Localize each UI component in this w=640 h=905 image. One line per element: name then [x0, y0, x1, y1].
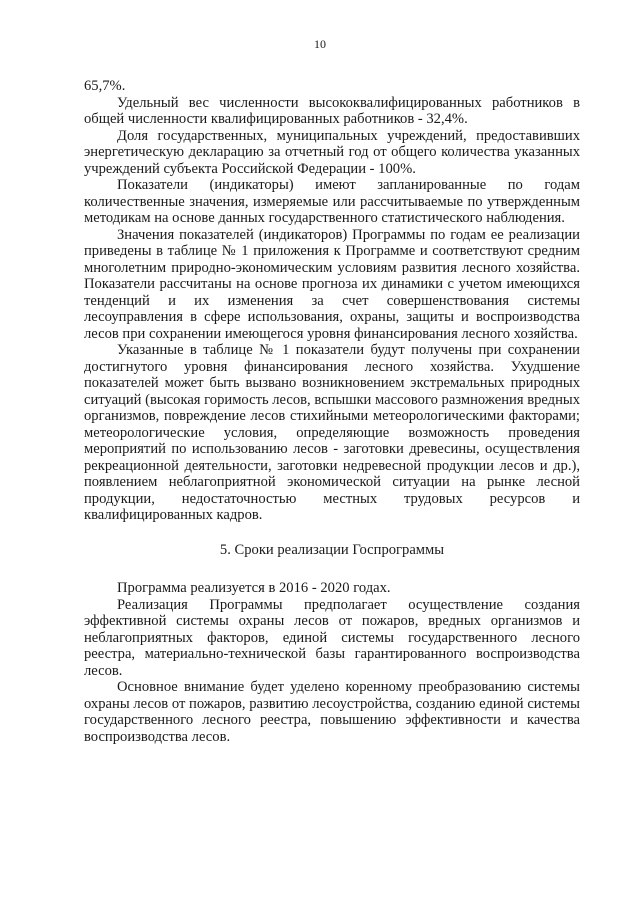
paragraph: Основное внимание будет уделено коренному преобразованию системы охраны лесов от пожаров, развитию лесоустройства, созданию единой системы государственного лесного реестра, повышению эффективности и качества воспроизводства лесов. — [84, 679, 580, 745]
paragraph: Указанные в таблице № 1 показатели будут получены при сохранении достигнутого уровня финансирования лесного хозяйства. Ухудшение показателей может быть вызвано возникновением экстремальных природных ситуаций (высокая горимость лесов, вспышки массового размножения вредных организмов, повреждение лесов стихийными метеорологическими факторами; метеорологические условия, определяющие возможность проведения мероприятий по использованию лесов - заготовки древесины, осуществления рекреационной деятельности, заготовки недревесной продукции лесов и др.), появлением неблагоприятной экономической ситуации на рынке лесной продукции, недостаточностью местных трудовых ресурсов и квалифицированных кадров. — [84, 342, 581, 523]
paragraph: Значения показателей (индикаторов) Программы по годам ее реализации приведены в таблице № 1 приложения к Программе и соответствуют средним многолетним природно-экономическим условиям развития лесного хозяйства. Показатели рассчитаны на основе прогноза их динамики с учетом имеющихся тенденций и их изменения за счет совершенствования системы лесоуправления в сфере использования, охраны, защиты и воспроизводства лесов при сохранении имеющегося уровня финансирования лесного хозяйства. — [84, 226, 580, 342]
section-heading: 5. Сроки реализации Госпрограммы — [219, 541, 445, 558]
page-number: 10 — [314, 37, 326, 51]
paragraph: Удельный вес численности высококвалифицированных работников в общей численности квалифицированных работников - 32,4%. — [84, 94, 580, 127]
document-body — [84, 78, 580, 745]
paragraph: Показатели (индикаторы) имеют запланированные по годам количественные значения, измеряемые или рассчитываемые по утвержденным методикам на основе данных государственного статистического наблюдения. — [84, 177, 580, 226]
paragraph: Программа реализуется в 2016 - 2020 годах. — [117, 580, 391, 596]
paragraph: 65,7%. — [84, 78, 126, 94]
paragraph: Доля государственных, муниципальных учреждений, предоставивших энергетическую декларацию за отчетный год от общего количества указанных учреждений субъекта Российской Федерации - 100%. — [84, 127, 580, 177]
paragraph: Реализация Программы предполагает осуществление создания эффективной системы охраны лесов от пожаров, вредных организмов и неблагоприятных факторов, единой системы государственного лесного реестра, материально-технической базы гарантированного воспроизводства лесов. — [84, 596, 580, 679]
